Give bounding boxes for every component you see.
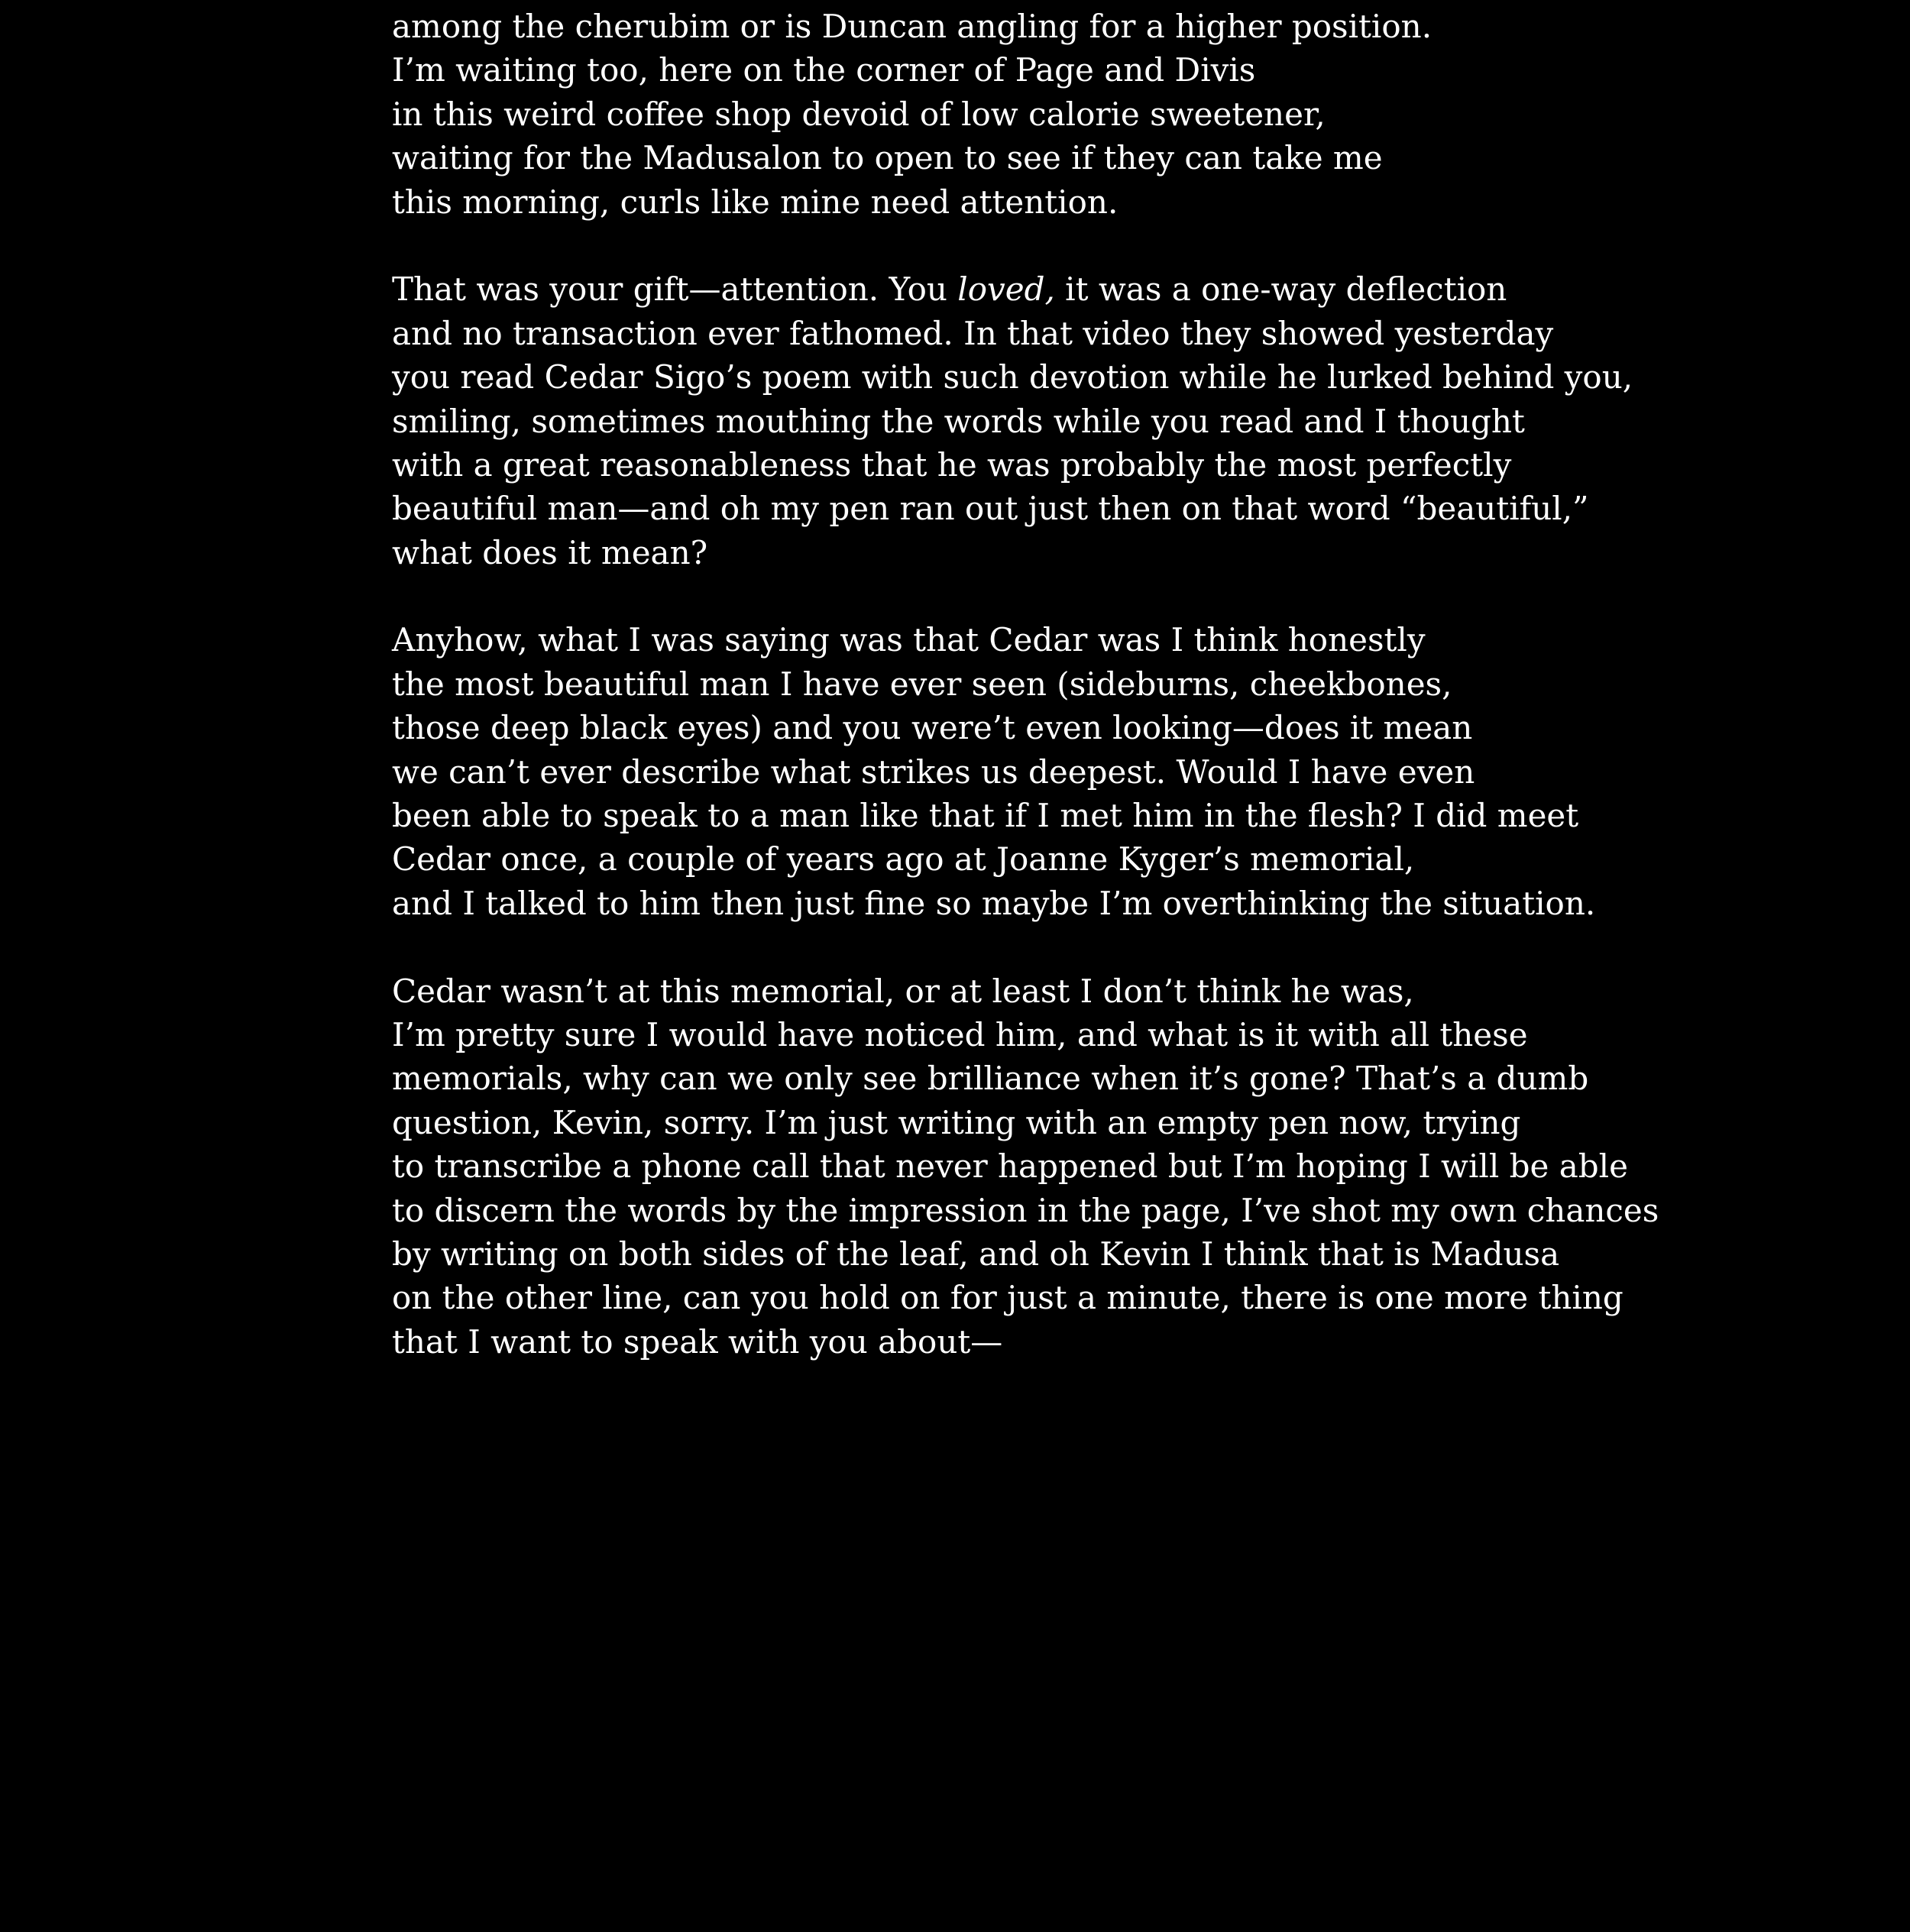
poem-line: Cedar wasn’t at this memorial, or at least I don’t think he was, <box>392 972 1414 1010</box>
poem-line: been able to speak to a man like that if I met him in the flesh? I did meet <box>392 797 1579 835</box>
stanza-1 <box>392 5 1844 224</box>
poem-line: on the other line, can you hold on for just a minute, there is one more thing <box>392 1279 1624 1317</box>
poem-line: in this weird coffee shop devoid of low calorie sweetener, <box>392 95 1326 133</box>
poem-line: you read Cedar Sigo’s poem with such devotion while he lurked behind you, <box>392 358 1633 396</box>
stanza-4 <box>392 969 1844 1364</box>
poem-line: and no transaction ever fathomed. In that video they showed yesterday <box>392 314 1554 352</box>
poem-line: I’m waiting too, here on the corner of Page and Divis <box>392 51 1256 89</box>
poem-line: memorials, why can we only see brilliance when it’s gone? That’s a dumb <box>392 1060 1589 1098</box>
poem-line: to transcribe a phone call that never happened but I’m hoping I will be able <box>392 1147 1628 1186</box>
stanza-3 <box>392 618 1844 925</box>
poem-line: what does it mean? <box>392 533 708 571</box>
poem-line: beautiful man—and oh my pen ran out just then on that word “beautiful,” <box>392 490 1589 528</box>
poem-line: I’m pretty sure I would have noticed him, and what is it with all these <box>392 1015 1528 1053</box>
poem-line: the most beautiful man I have ever seen (sideburns, cheekbones, <box>392 665 1452 703</box>
poem-line: smiling, sometimes mouthing the words while you read and I thought <box>392 402 1525 440</box>
poem-line: those deep black eyes) and you were’t even looking—does it mean <box>392 709 1473 747</box>
italic-word: loved, <box>957 270 1055 309</box>
poem-line: by writing on both sides of the leaf, and oh Kevin I think that is Madusa <box>392 1235 1560 1273</box>
poem-line: that I want to speak with you about— <box>392 1322 1003 1361</box>
poem-line: question, Kevin, sorry. I’m just writing with an empty pen now, trying <box>392 1103 1521 1141</box>
poem-line: we can’t ever describe what strikes us deepest. Would I have even <box>392 752 1475 791</box>
poem-line: and I talked to him then just fine so maybe I’m overthinking the situation. <box>392 884 1596 922</box>
poem-line: waiting for the Madusalon to open to see if they can take me <box>392 139 1383 177</box>
poem-line: with a great reasonableness that he was probably the most perfectly <box>392 445 1512 484</box>
poem-line: among the cherubim or is Duncan angling for a higher position. <box>392 8 1432 45</box>
poem-line: Anyhow, what I was saying was that Cedar was I think honestly <box>392 621 1426 659</box>
line-text: it was a one-way deflection <box>1054 270 1507 309</box>
poem-line: to discern the words by the impression in the page, I’ve shot my own chances <box>392 1191 1659 1229</box>
line-text: That was your gift—attention. You <box>392 270 958 309</box>
stanza-2 <box>392 267 1844 574</box>
poem-line <box>392 267 1844 311</box>
poem-line: Cedar once, a couple of years ago at Joanne Kyger’s memorial, <box>392 840 1415 879</box>
poem-text <box>392 5 1844 1408</box>
poem-line: this morning, curls like mine need attention. <box>392 183 1118 221</box>
